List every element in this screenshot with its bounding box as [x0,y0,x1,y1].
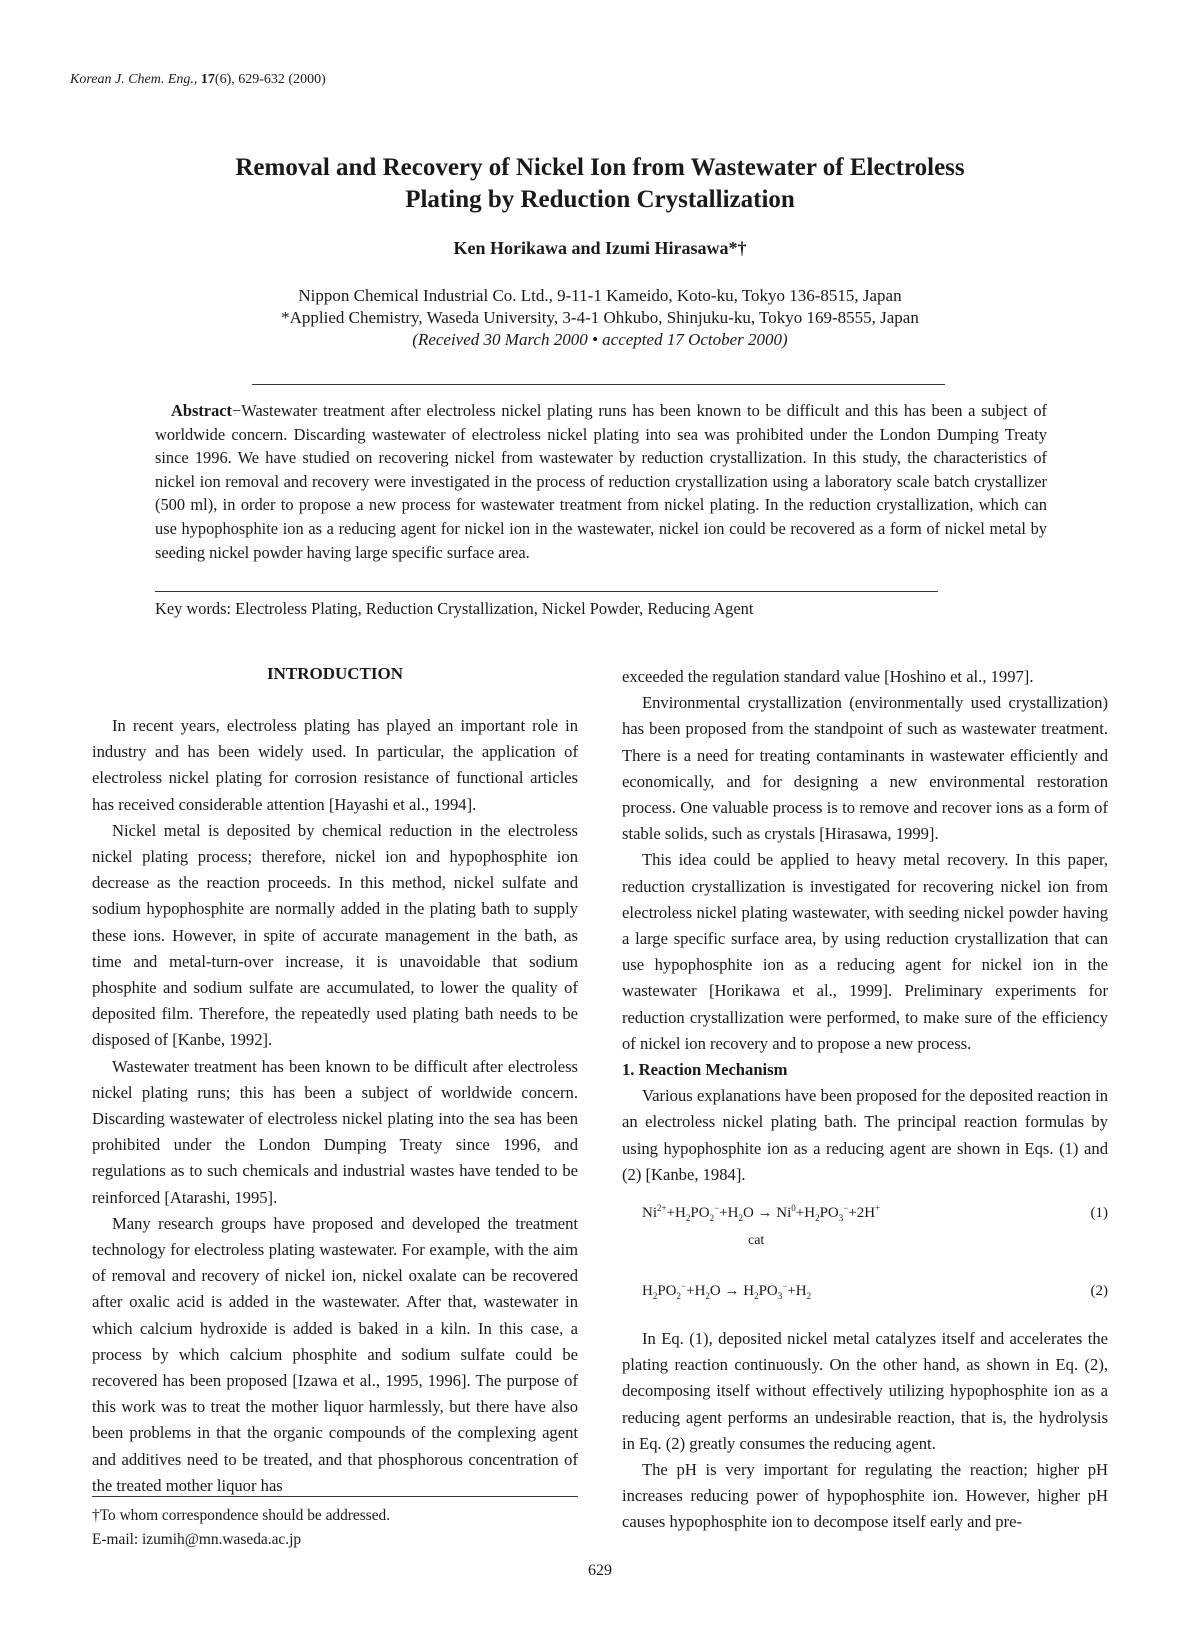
equation-1-formula: $Ni^{2+}+H_2PO_2^-+H_2O \to Ni^0+H_2PO_3^-+2H^+$ [642,1203,881,1224]
paragraph: In recent years, electroless plating has played an important role in industry and has been widely used. In particular, the application of electroless nickel plating for corrosion resistance of functional articles has received considerable attention [Hayashi et al., 1994]. [92,716,578,814]
paragraph: Various explanations have been proposed for the deposited reaction in an electroless nickel plating bath. The principal reaction formulas by using hypophosphite ion as a reducing agent are shown in Eqs. (1) and (2) [Kanbe, 1984]. [622,1086,1108,1184]
subsection-title-reaction-mechanism: 1. Reaction Mechanism [622,1060,788,1080]
footnote [92,1504,390,1552]
paragraph: Many research groups have proposed and developed the treatment technology for electroless plating wastewater. For example, with the aim of removal and recovery of nickel ion, nickel oxalate can be recovered after oxalic acid is added in the wastewater. After that, wastewater in which calcium hydroxide is added is baked in a kiln. In this case, a process by which calcium phosphite and sodium sulfate could be recovered has been proposed [Izawa et al., 1995, 1996]. The purpose of this work was to treat the mother liquor harmlessly, but there have also been problems in that the organic compounds of the complexing agent and additives need to be treated, and that phosphorous concentration of the treated mother liquor has [92,1213,578,1495]
footnote-rule [92,1496,578,1497]
page-number: 629 [588,1562,612,1579]
footnote-email: E-mail: izumih@mn.waseda.ac.jp [92,1531,302,1548]
affiliation-2: *Applied Chemistry, Waseda University, 3-4-1 Ohkubo, Shinjuku-ku, Tokyo 169-8555, Japan [281,308,919,327]
paragraph: Environmental crystallization (environmentally used crystallization) has been proposed from the standpoint of such as wastewater treatment. There is a need for treating contaminants in wastewater efficiently and economically, and for designing a new environmental restoration process. One valuable process is to remove and recover ions as a form of stable solids, such as crystals [Hirasawa, 1999]. [622,693,1108,844]
authors: Ken Horikawa and Izumi Hirasawa*† [453,238,747,258]
keywords: Key words: Electroless Plating, Reduction Crystallization, Nickel Powder, Reducing Agent [155,599,754,618]
paragraph: This idea could be applied to heavy metal recovery. In this paper, reduction crystallization is investigated for recovering nickel ion from electroless nickel plating wastewater, with seeding nickel powder having a large specific surface area, by using reduction crystallization that can use hypophosphite ion as a reducing agent for nickel ion in the wastewater [Horikawa et al., 1999]. Preliminary experiments for reduction crystallization were performed, to make sure of the efficiency of nickel ion recovery and to propose a new process. [622,850,1108,1053]
equation-2-number: (2) [1090,1283,1108,1300]
section-title-introduction: INTRODUCTION [266,664,404,683]
paper-title [110,152,1090,216]
paragraph: Wastewater treatment has been known to be difficult after electroless nickel plating runs; this has been a subject of worldwide concern. Discarding wastewater of electroless nickel plating into the sea has been prohibited under the London Dumping Treaty since 1996, and regulations as to such chemicals and industrial wastes have tended to be reinforced [Atarashi, 1995]. [92,1056,578,1207]
equation-1-catalyst: cat [748,1233,765,1249]
journal-reference [70,72,326,88]
equation-2 [622,1278,1108,1326]
equation-1 [622,1200,1108,1278]
abstract-bottom-rule [155,591,938,592]
equation-2-formula: $H_2PO_2^-+H_2O \to H_2PO_3^-+H_2$ [642,1281,812,1302]
paper-title-line-2: Plating by Reduction Crystallization [405,186,795,213]
journal-issue-pages: (6), 629-632 (2000) [214,72,326,87]
journal-name: Korean J. Chem. Eng., [70,72,198,87]
abstract-top-rule [252,384,945,385]
paragraph: In Eq. (1), deposited nickel metal catalyzes itself and accelerates the plating reaction continuously. On the other hand, as shown in Eq. (2), decomposing itself without effectively utilizing hypophosphite ion as a reducing agent performs an undesirable reaction, that is, the hydrolysis in Eq. (2) greatly consumes the reducing agent. [622,1329,1108,1453]
affiliations [110,285,1090,351]
affiliation-1: Nippon Chemical Industrial Co. Ltd., 9-11-1 Kameido, Koto-ku, Tokyo 136-8515, Japan [298,286,902,305]
paragraph: The pH is very important for regulating the reaction; higher pH increases reducing power of hypophosphite ion. However, higher pH causes hypophosphite ion to decompose itself early and pre- [622,1460,1108,1532]
abstract-label: Abstract [171,401,232,420]
footnote-correspondence: †To whom correspondence should be addressed. [92,1507,391,1524]
received-dates: (Received 30 March 2000 • accepted 17 October 2000) [412,330,788,349]
paragraph: Nickel metal is deposited by chemical reduction in the electroless nickel plating process; therefore, nickel ion and hypophosphite ion decrease as the reaction proceeds. In this method, nickel sulfate and sodium hypophosphite are normally added in the plating bath to supply these ions. However, in spite of accurate management in the bath, as time and metal-turn-over increase, it is unavoidable that sodium phosphite and sodium sulfate are accumulated, to lower the quality of deposited film. Therefore, the repeatedly used plating bath needs to be disposed of [Kanbe, 1992]. [92,820,578,1050]
paper-title-line-1: Removal and Recovery of Nickel Ion from Wastewater of Electroless [235,154,965,181]
right-column [622,664,1108,1536]
abstract-text: −Wastewater treatment after electroless nickel plating runs has been known to be difficult and this has been a subject of worldwide concern. Discarding wastewater of electroless nickel plating into sea was prohibited under the London Dumping Treaty since 1996. We have studied on recovering nickel from wastewater by reduction crystallization. In this study, the characteristics of nickel ion removal and recovery were investigated in the process of reduction crystallization using a laboratory scale batch crystallizer (500 ml), in order to propose a new process for wastewater treatment from nickel plating. In the reduction crystallization, which can use hypophosphite ion as a reducing agent for nickel ion in the wastewater, nickel ion could be recovered as a form of nickel metal by seeding nickel powder having large specific surface area. [155,401,1047,562]
left-column [92,661,578,1499]
paragraph-continuation: exceeded the regulation standard value [Hoshino et al., 1997]. [622,667,1034,686]
equation-1-number: (1) [1090,1205,1108,1222]
abstract [155,399,1047,564]
journal-volume: 17 [200,72,215,87]
